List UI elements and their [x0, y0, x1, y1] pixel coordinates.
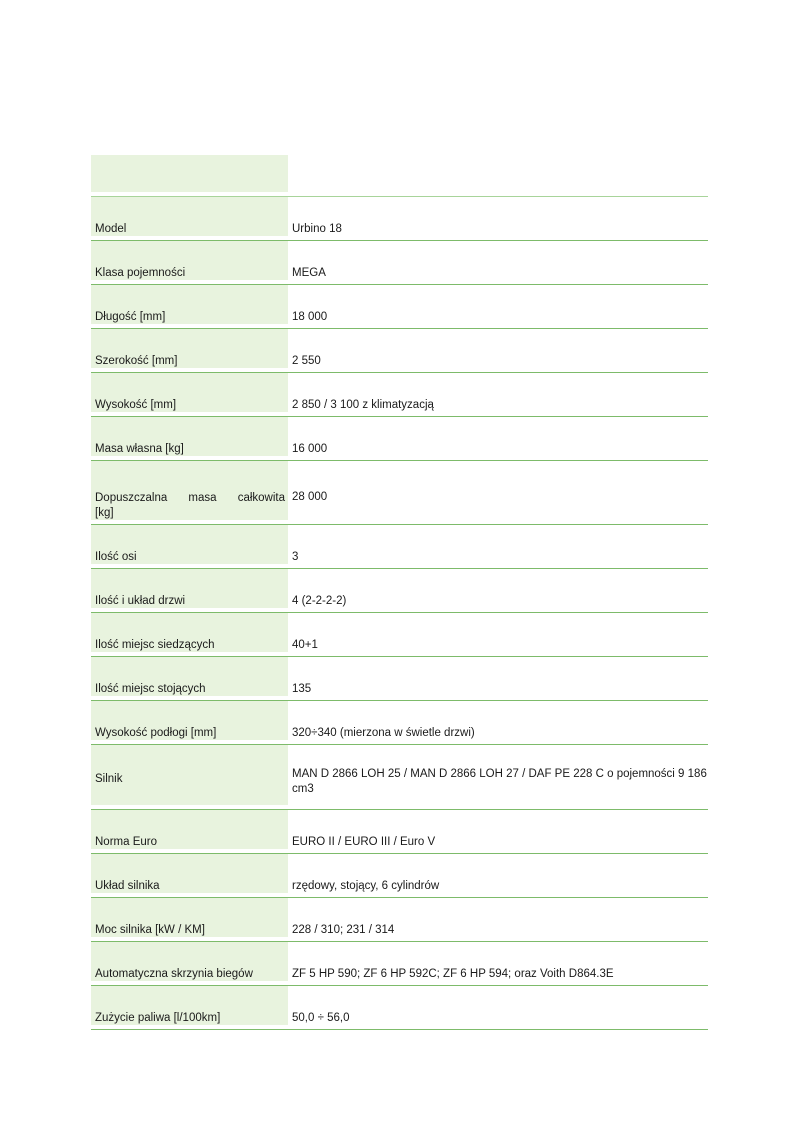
row-label: Wysokość [mm]	[91, 373, 288, 417]
row-value: 228 / 310; 231 / 314	[288, 898, 708, 942]
row-label: Ilość miejsc siedzących	[91, 613, 288, 657]
row-value: rzędowy, stojący, 6 cylindrów	[288, 854, 708, 898]
table-row	[91, 613, 708, 657]
row-label: Klasa pojemności	[91, 241, 288, 285]
row-label-line: Dopuszczalna masa całkowita	[95, 492, 285, 504]
row-label: Model	[91, 197, 288, 241]
row-label: Moc silnika [kW / KM]	[91, 898, 288, 942]
row-label: Automatyczna skrzynia biegów	[91, 942, 288, 986]
row-label: Masa własna [kg]	[91, 417, 288, 461]
row-value: 50,0 ÷ 56,0	[288, 986, 708, 1030]
specification-table	[91, 155, 708, 1030]
row-value: 2 850 / 3 100 z klimatyzacją	[288, 373, 708, 417]
row-value: 320÷340 (mierzona w świetle drzwi)	[288, 701, 708, 745]
table-row	[91, 373, 708, 417]
table-row	[91, 942, 708, 986]
row-label: Wysokość podłogi [mm]	[91, 701, 288, 745]
table-row	[91, 854, 708, 898]
table-row	[91, 745, 708, 810]
row-value: MEGA	[288, 241, 708, 285]
table-row	[91, 898, 708, 942]
table-row	[91, 810, 708, 854]
table-row	[91, 657, 708, 701]
row-value: 28 000	[288, 461, 708, 525]
header-value-cell	[288, 155, 708, 197]
row-value: 3	[288, 525, 708, 569]
row-value: 135	[288, 657, 708, 701]
row-label: Szerokość [mm]	[91, 329, 288, 373]
row-value: MAN D 2866 LOH 25 / MAN D 2866 LOH 27 / DAF PE 228 C o pojemności 9 186 cm3	[288, 745, 708, 810]
row-value: 4 (2-2-2-2)	[288, 569, 708, 613]
table-row	[91, 329, 708, 373]
table-row	[91, 417, 708, 461]
row-value: 18 000	[288, 285, 708, 329]
header-label-cell	[91, 155, 288, 197]
table-row	[91, 525, 708, 569]
row-label: Ilość i układ drzwi	[91, 569, 288, 613]
table-row	[91, 986, 708, 1030]
table-row	[91, 461, 708, 525]
row-label: Norma Euro	[91, 810, 288, 854]
table-row	[91, 701, 708, 745]
row-value: 40+1	[288, 613, 708, 657]
row-label-line: [kg]	[95, 507, 114, 519]
table-row	[91, 197, 708, 241]
row-label: Silnik	[91, 745, 288, 810]
row-value: 16 000	[288, 417, 708, 461]
table-row	[91, 285, 708, 329]
row-value: 2 550	[288, 329, 708, 373]
row-label: Ilość miejsc stojących	[91, 657, 288, 701]
row-value: EURO II / EURO III / Euro V	[288, 810, 708, 854]
row-value: Urbino 18	[288, 197, 708, 241]
row-label: Zużycie paliwa [l/100km]	[91, 986, 288, 1030]
row-label: Układ silnika	[91, 854, 288, 898]
row-value: ZF 5 HP 590; ZF 6 HP 592C; ZF 6 HP 594; oraz Voith D864.3E	[288, 942, 708, 986]
table-row	[91, 569, 708, 613]
table-header-row	[91, 155, 708, 197]
table-row	[91, 241, 708, 285]
row-label	[91, 461, 288, 525]
row-label: Długość [mm]	[91, 285, 288, 329]
row-label: Ilość osi	[91, 525, 288, 569]
